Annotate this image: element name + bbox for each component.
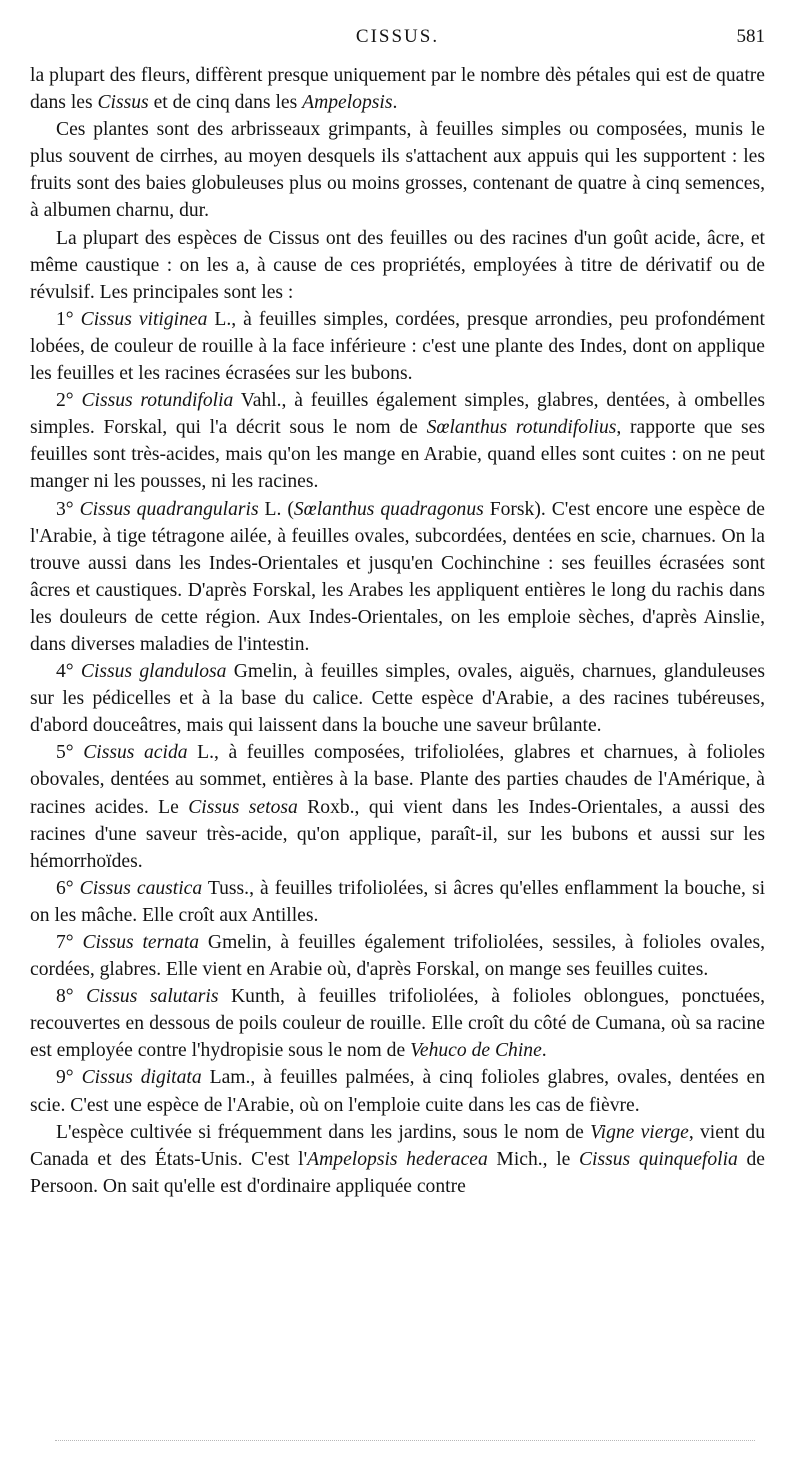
- italic-term: Cissus salutaris: [86, 986, 219, 1008]
- text-run: Tuss., à feuilles trifoliolées, si âcres qu'elles enflamment la bouche, si on les mâche. Elle croît aux Antilles.: [30, 877, 766, 926]
- text-run: Ces plantes sont des arbrisseaux grimpants, à feuilles simples ou composées, munis le plus souvent de cirrhes, au moyen desquels ils s'attachent aux appuis qui les supportent : les fruits sont des baies globuleuses plus ou moins grosses, contenant de quatre à cinq semences, à albumen charnu, dur.: [30, 119, 765, 222]
- text-run: .: [541, 1040, 547, 1062]
- text-run: Gmelin, à feuilles simples, ovales, aiguës, charnues, glanduleuses sur les pédicelles et à la base du calice. Cette espèce d'Arabie, a des racines tubéreuses, d'abord douceâtres, mais qui laissent dans la bouche une saveur brûlante.: [30, 661, 765, 737]
- italic-term: Cissus caustica: [79, 877, 203, 899]
- text-run: Lam., à feuilles palmées, à cinq folioles glabres, ovales, dentées en scie. C'est une espèce de l'Arabie, où on l'emploie cuite dans les cas de fièvre.: [30, 1067, 766, 1116]
- italic-term: Cissus: [97, 92, 149, 114]
- italic-term: Sœlanthus quadragonus: [293, 498, 484, 520]
- text-run: et de cinq dans les: [148, 92, 303, 114]
- text-run: la plupart des fleurs, diffèrent presque uniquement par le nombre dès pétales qui est de quatre dans les: [30, 65, 765, 114]
- paragraph-p9: [30, 929, 765, 983]
- text-run: 4°: [56, 661, 81, 683]
- italic-term: Ampelopsis hederacea: [307, 1148, 488, 1170]
- text-run: Roxb., qui vient dans les Indes-Orientales, a aussi des racines d'une saveur très-acide, qu'on applique, paraît-il, sur les bubons et aussi sur les hémorrhoïdes.: [30, 796, 765, 872]
- paragraph-p6: [30, 658, 765, 739]
- italic-term: Cissus rotundifolia: [81, 390, 234, 412]
- paragraph-p0: [30, 62, 765, 116]
- text-run: de Persoon. On sait qu'elle est d'ordinaire appliquée contre: [30, 1148, 765, 1197]
- text-run: L., à feuilles simples, cordées, presque arrondies, peu profondément lobées, de couleur de rouille à la face inférieure : c'est une plante des Indes, dont on applique les feuilles et les racines écrasées sur les bubons.: [30, 308, 765, 385]
- text-run: .: [392, 92, 398, 114]
- text-run: L'espèce cultivée si fréquemment dans les jardins, sous le nom de: [56, 1121, 591, 1143]
- text-run: L. (: [258, 498, 294, 520]
- text-run: Forsk). C'est encore une espèce de l'Arabie, à tige tétragone ailée, à feuilles ovales, subcordées, dentées en scie, charnues. On la trouve aussi dans les Indes-Orientales et jusqu'en Cochinchine : ses feuilles écrasées sont âcres et caustiques. D'après Forskal, les Arabes les appliquent entières le long du rachis dans les douleurs de cette région. Aux Indes-Orientales, on les emploie sèches, d'après Ainslie, dans diverses maladies de l'intestin.: [30, 498, 765, 655]
- text-run: Vahl., à feuilles également simples, glabres, dentées, à ombelles simples. Forskal, qui l'a décrit sous le nom de: [30, 390, 765, 439]
- text-run: 2°: [56, 390, 82, 412]
- paragraph-p10: [30, 983, 765, 1064]
- italic-term: Vigne vierge: [590, 1121, 689, 1143]
- text-run: 8°: [56, 986, 87, 1008]
- text-run: Gmelin, à feuilles également trifoliolées, sessiles, à folioles ovales, cordées, glabres. Elle vient en Arabie où, d'après Forskal, on mange ses feuilles cuites.: [30, 932, 766, 981]
- paragraph-p1: [30, 116, 765, 224]
- italic-term: Sœlanthus rotundifolius: [426, 417, 617, 439]
- italic-term: Cissus acida: [83, 742, 188, 764]
- page-number: 581: [736, 26, 765, 47]
- italic-term: Cissus vitiginea: [80, 308, 208, 330]
- text-run: L., à feuilles composées, trifoliolées, glabres et charnues, à folioles obovales, dentées au sommet, entières à la base. Plante des parties chaudes de l'Amérique, à racines acides. Le: [30, 742, 765, 818]
- text-run: 7°: [56, 932, 83, 953]
- paragraph-p2: [30, 225, 765, 306]
- paragraph-p7: [30, 739, 765, 874]
- text-run: Mich., le: [487, 1148, 579, 1170]
- paragraph-p8: [30, 875, 765, 929]
- text-run: 5°: [56, 742, 84, 764]
- text-run: La plupart des espèces de Cissus ont des feuilles ou des racines d'un goût acide, âcre, et même caustique : on les a, à cause de ces propriétés, employées à titre de dérivatif ou de révulsif. Les principales sont les :: [30, 227, 765, 303]
- italic-term: Cissus digitata: [81, 1067, 202, 1089]
- paragraph-p4: [30, 387, 765, 495]
- scan-artifact-line: [55, 1440, 755, 1441]
- italic-term: Cissus quinquefolia: [578, 1148, 738, 1170]
- running-head: [30, 26, 765, 56]
- body-text: [30, 62, 765, 1200]
- paragraph-p5: [30, 496, 765, 659]
- italic-term: Vehuco de Chine: [410, 1040, 542, 1062]
- paragraph-p11: [30, 1064, 765, 1118]
- text-run: 9°: [56, 1067, 82, 1089]
- italic-term: Cissus glandulosa: [80, 661, 227, 683]
- paragraph-p12: [30, 1119, 765, 1200]
- italic-term: Cissus quadrangularis: [79, 498, 259, 520]
- paragraph-p3: [30, 306, 765, 387]
- running-title: CISSUS.: [355, 26, 440, 47]
- text-run: , vient du Canada et des États-Unis. C'est l': [30, 1121, 765, 1170]
- italic-term: Cissus ternata: [82, 932, 200, 953]
- text-run: 6°: [56, 877, 80, 899]
- italic-term: Ampelopsis: [302, 92, 393, 114]
- text-run: , rapporte que ses feuilles sont très-acides, mais qu'on les mange en Arabie, quand elles sont cuites : on ne peut manger ni les pousses, ni les racines.: [30, 417, 765, 493]
- text-run: Kunth, à feuilles trifoliolées, à folioles oblongues, ponctuées, recouvertes en dessous de poils couleur de rouille. Elle croît du côté de Cumana, où sa racine est employée contre l'hydropisie sous le nom de: [30, 986, 765, 1062]
- text-run: 1°: [56, 308, 81, 330]
- italic-term: Cissus setosa: [188, 796, 298, 818]
- text-run: 3°: [56, 498, 80, 520]
